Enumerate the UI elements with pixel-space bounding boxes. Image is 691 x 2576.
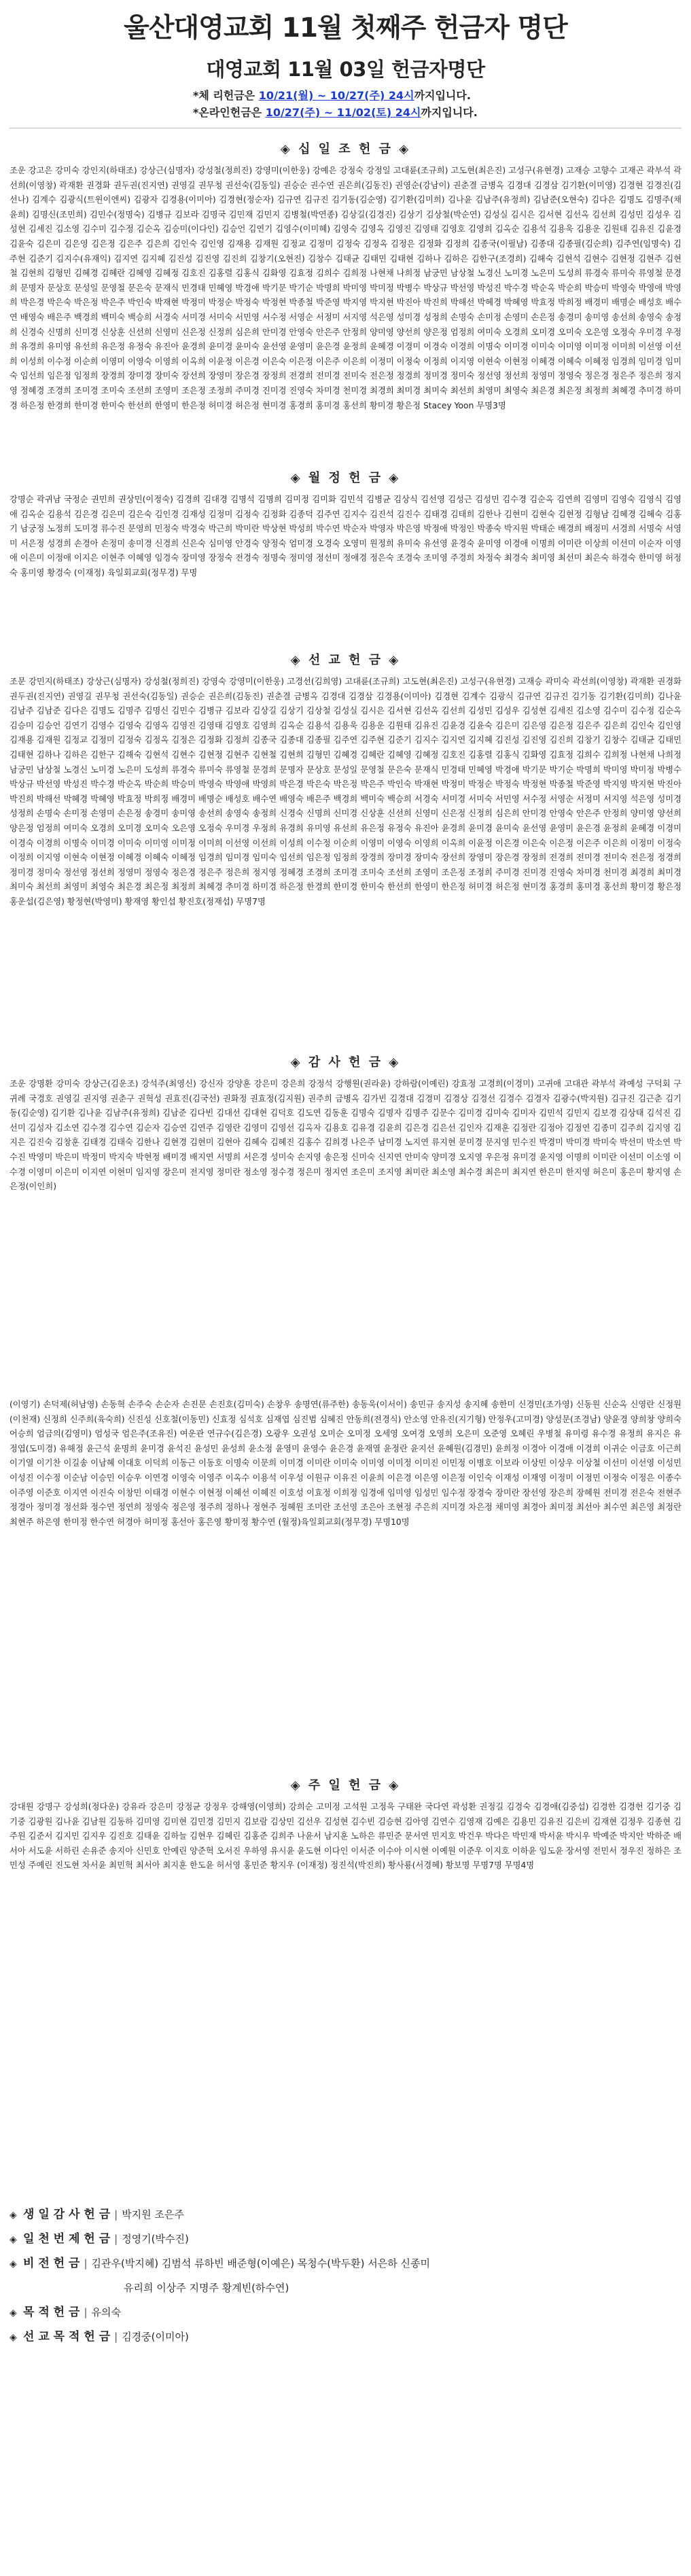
footer-value: 정영기(박수진) (122, 2233, 189, 2245)
note-1-suffix: 까지입니다. (414, 89, 471, 102)
footer-row-birthday (10, 2202, 681, 2227)
footer-value: 김관우(박지혜) 김범석 류하빈 배준형(이예은) 목청수(박두환) 서은하 신종미 (91, 2257, 430, 2270)
note-line-2 (193, 104, 681, 121)
footer-label: 목 적 헌 금 (23, 2306, 80, 2319)
footer-row-mission-purpose (10, 2325, 681, 2349)
footer-list (10, 2202, 681, 2349)
footer-value: 유의숙 (91, 2306, 121, 2318)
section-title-tithe: ◈ 십 일 조 헌 금 ◈ (280, 142, 411, 156)
separator: | (114, 2233, 118, 2245)
section-body-tithe: 조운 강고은 강미숙 강인지(하태조) 강상근(심명자) 강성철(정희진) 강영미(이한웅) 강예은 강정숙 강정일 고대륜(조규희) 고도현(최은진) 고성구(유현경) 고재승 고향수 고재곤 곽부석 곽선희(이영창) 곽재환 권경화 권두권(진지연) 권영길 권무청 권선숙(김동일) 권승순 권수연 권은희(김동진) 권영순(강남이) 권춘결 금병옥 김경대 김경삼 김기환(이미영) 김경현 김경진(김선나) 김계수 김광식(트윈이엔씨) 김광자 김경용(이미아) 김경현(정순자) 김규연 김규진 김기동(김순영) 김기환(김미희) 김나윤 김남주(유정희) 김남준(오현숙) 김다은 김명도 김명주(채윤희) 김명신(조민희) 김민수(정명숙) 김병규 김보라 김명국 김민재 김민지 김병철(박연종) 김상길(김경진) 김상기 김상철(박순연) 김성실 김시은 김서현 김선옥 김선희 김성민 김성우 김성현 김세진 김소영 김수미 김수정 김순옥 김승미(이다인) 김승언 김연기 김영수(이미혜) 김영숙 김영옥 김영진 김영태 김영호 김영희 김옥순 김용석 김용욱 김용운 김원태 김유진 김윤경 김윤숙 김은미 김은영 김은정 김은주 김은희 김인숙 김인영 김재용 김재원 김정교 김정미 김정숙 김정옥 김정은 김정화 김정희 김종국(이필남) 김종대 김종필(김순희) 김주연(임명숙) 김주현 김준기 김지수(유재익) 김지연 김지혜 김진성 김진영 김진희 김창기(오현진) 김창수 김태균 김태민 김태현 김하나 김하은 김한구(조경희) 김해숙 김현석 김현수 김현정 김현주 김현철 김현희 김형민 김혜경 김혜란 김혜영 김혜정 김호진 김홍렬 김홍식 김화영 김효정 김희수 김희정 나현채 나희정 남궁민 남상철 노경신 노미경 노은미 도성희 류경숙 류미숙 류영철 문경희 문명자 문상호 문성일 문영철 문은숙 문재식 민경태 민혜영 박경애 박기문 박기순 박명희 박미영 박미정 박병수 박상규 박선영 박성진 박수경 박순옥 박순희 박승미 박영숙 박영애 박영희 박은경 박은숙 박은정 박은주 박인숙 박재현 박정미 박정순 박정숙 박정현 박종철 박준영 박지영 박지현 박진아 박진희 박해선 박혜경 박혜영 박효정 박희정 배경미 배명순 배성호 배수연 배영숙 배은주 백경희 백미숙 백승희 서경숙 서미경 서미숙 서민영 서수정 서영순 서정미 서지영 석은영 성미경 성정희 손명숙 손미정 손영미 손은정 송경미 송미영 송선희 송영숙 송정희 신경숙 신명희 신미경 신상훈 신선희 신영미 신은정 신정희 심은희 안미경 안영숙 안은주 안정희 양미영 양선희 양은정 엄정희 여미숙 오경희 오미경 오미숙 오은영 오정숙 우미경 우정희 유경희 유미영 유선희 유은정 유정숙 유진아 윤경희 윤미경 윤미숙 윤선영 윤영미 윤은경 윤정희 윤혜경 이경미 이경숙 이경희 이명숙 이미경 이미숙 이미영 이미정 이미희 이선영 이선희 이성희 이수정 이순희 이영미 이영숙 이영희 이옥희 이윤정 이은경 이은숙 이은정 이은주 이은희 이정미 이정숙 이정희 이지영 이현숙 이현정 이혜경 이혜숙 이혜정 임경희 임미경 임미숙 임선희 임은정 임정희 장경희 장미경 장미숙 장선희 장영미 장은경 장정희 전경희 전미경 전미숙 전은정 정경희 정미경 정미숙 정선영 정선희 정영미 정영숙 정은경 정은주 정은희 정지영 정혜경 조경희 조미경 조미숙 조선희 조영미 조은정 조정희 주미경 진미경 진영숙 차미경 천미경 최경희 최미경 최미숙 최선희 최영미 최영숙 최은경 최은정 최정희 최혜경 추미경 하미경 하은정 한경희 한미경 한미숙 한선희 한영미 한은정 허미경 허은정 현미경 홍경희 홍미경 홍선희 황미경 황은정 Stacey Yoon 무명3명 (10, 166, 681, 410)
separator: | (84, 2257, 88, 2270)
section-body-monthly: 강명순 곽귀남 국정순 권민희 권상민(이정숙) 김경희 김대경 김명석 김명희 김미정 김미화 김민석 김병균 김상식 김선영 김성근 김성민 김수경 김순옥 김연희 김영미 김영숙 김영식 김영애 김옥순 김용석 김은경 김은미 김은숙 김인경 김재성 김정미 김정숙 김정화 김종덕 김주연 김지수 김진석 김진수 김태경 김태희 김한나 김현미 김현숙 김현정 김형남 김혜경 김혜숙 김홍기 남궁정 노정희 도미경 류수진 문영희 민정숙 박경숙 박근희 박미란 박상현 박성희 박수연 박순자 박영자 박은영 박정애 박정인 박종숙 박지원 박태순 배경희 배정미 서경희 서명숙 서영미 서은정 성경희 손경아 손정미 송미경 신경희 신은숙 심미영 안경숙 양정숙 엄미경 오경숙 오영미 원정희 유미숙 유선영 윤경숙 윤미영 이경애 이명희 이미란 이상희 이선미 이순자 이영애 이은미 이정애 이지은 이현주 이혜영 임경숙 장미영 장정숙 전경숙 정명숙 정미영 정선미 정애경 정은숙 조경숙 조미영 주경희 차정숙 최경숙 최미영 최선미 최은숙 하경숙 한미영 허정숙 홍미영 황경숙 (이재정) 육일회교회(정무경) 무명 (10, 495, 681, 578)
footer-label: 선 교 목 적 헌 금 (23, 2330, 111, 2344)
note-1-link[interactable]: 10/21(월) ~ 10/27(주) 24시 (258, 89, 414, 102)
footer-value: 박지원 조은주 (122, 2208, 184, 2221)
page-subtitle: 대영교회 11월 03일 헌금자명단 (206, 58, 485, 81)
note-2-prefix: *온라인헌금은 (193, 106, 266, 119)
footer-row-vision (10, 2251, 681, 2276)
note-line-1 (193, 87, 681, 104)
section-mission (10, 650, 681, 1042)
section-title-monthly: ◈ 월 정 헌 금 ◈ (290, 471, 401, 485)
section-tithe (10, 139, 681, 457)
notes (193, 87, 681, 121)
note-1-prefix: *체 리헌금은 (193, 89, 259, 102)
diamond-bullet-icon: ◈ (10, 2234, 17, 2245)
footer-label: 비 전 헌 금 (23, 2257, 80, 2270)
separator: | (84, 2306, 88, 2318)
section-sunday (10, 1776, 681, 2197)
section-thanks-continued (10, 1398, 681, 1765)
separator: | (114, 2208, 118, 2221)
footer-row-vision-continued (10, 2276, 681, 2300)
separator: | (114, 2331, 118, 2343)
section-monthly (10, 468, 681, 639)
note-2-suffix: 까지입니다. (421, 106, 478, 119)
section-body-thanks-continued: (이영기) 손덕제(허남영) 손동혁 손주숙 손순자 손진문 손진호(김미숙) 손창우 송명연(류주한) 송동욱(이서이) 송민규 송지성 송지혜 송한미 신경민(조가영) 신동원 신순옥 신영란 신정원(이천재) 신정희 신주희(육숙희) 신진성 신호철(이동민) 신효정 심석호 심재엽 심진범 심혜진 안동희(전경식) 안소영 안유진(지기형) 안정우(고미경) 양성문(조경남) 양윤경 양희창 양희숙 어승희 엄금의(김영미) 엄성국 엄은주(조유진) 여운관 연규수(김은경) 오광우 오권성 오미순 오미정 오세영 오여경 오영희 오은미 오준영 오혜린 우병철 유미령 유수경 유정희 유지은 유정엽(도미경) 유해정 윤근석 윤명희 윤미경 윤석진 윤성민 윤성희 윤소정 윤영미 윤영수 윤은경 윤재열 윤정란 윤지선 윤혜원(김경민) 윤희정 이경아 이경애 이경희 이귀순 이금호 이근희 이기열 이기찬 이길송 이남혜 이대호 이덕희 이동근 이동호 이명숙 이문희 이미경 이미란 이미숙 이미영 이미정 이미진 이민정 이병호 이보라 이상민 이상우 이상철 이선미 이선영 이성민 이성진 이수정 이순남 이승민 이승우 이연경 이영숙 이영주 이옥수 이용석 이우성 이원규 이유진 이윤희 이은경 이은영 이은정 이인숙 이재성 이재영 이정미 이정민 이정숙 이정은 이종수 이주영 이준호 이지연 이진숙 이창민 이태경 이현수 이현정 이혜선 이혜진 이호성 이효정 이희정 임경애 임미영 임성민 임수정 장경숙 장미란 장선영 장은희 장혜원 전미경 전은숙 전현주 정경아 정미경 정선화 정수연 정연희 정영숙 정은영 정주희 정하나 정현주 정혜원 조미란 조선영 조은아 조현정 주은희 지미경 차은정 채미영 최경아 최미정 최선아 최수연 최은영 최정란 최현주 하은영 한미정 한수연 허경아 허미정 홍선아 홍은영 황미정 황수연 (월정)육일회교회(정무경) 무명10명 (10, 1400, 681, 1527)
footer-value-continued: 유리희 이상주 지명주 황계빈(하수연) (124, 2282, 289, 2294)
footer-row-purpose (10, 2300, 681, 2325)
section-title-thanks: ◈ 감 사 헌 금 ◈ (290, 1055, 401, 1070)
footer-row-thousand (10, 2227, 681, 2251)
section-thanks (10, 1053, 681, 1386)
diamond-bullet-icon: ◈ (10, 2332, 17, 2343)
diamond-bullet-icon: ◈ (10, 2308, 17, 2318)
section-body-sunday: 강대원 강명구 강성희(정다운) 강유라 강은미 강정균 강정우 강해영(이영희) 강희순 고미정 고석원 고정욱 구태완 국다연 곽성환 권정길 김경숙 김경애(김중섭) 김경한 김경헌 김기중 김기중 김광원 김나윤 김남원 김동하 김미영 김미현 김민경 김민지 김보람 김상민 김선우 김성현 김수빈 김승현 김아영 김연수 김영재 김예은 김용민 김유진 김은비 김재현 김정우 김종현 김주원 김준서 김지민 김지우 김진호 김태윤 김하늘 김현우 김혜린 김홍준 김희주 나윤서 남지훈 노하은 류민준 문서연 민지호 박건우 박다은 박민재 박서윤 박시우 박예준 박지안 박하준 배서아 서도윤 서하린 손유준 송지아 신민호 안예린 양준혁 오서진 우하영 유시윤 윤도현 이다인 이서준 이수아 이시현 이예원 이준우 이지호 이하윤 임도윤 장서영 전민서 정우진 정하은 조민성 주예린 진도현 차서윤 최민혁 최서아 최지훈 한도윤 허서영 홍민준 황지우 (이재정) 정진석(박진희) 황사룡(서경혜) 황보명 무명7명 무명4명 (10, 1802, 681, 1871)
footer-value: 김경중(이미아) (122, 2331, 189, 2343)
diamond-bullet-icon: ◈ (10, 2259, 17, 2270)
section-body-mission: 조문 강민지(하태조) 강상근(심명자) 강성철(정희진) 강영숙 강영미(이한웅) 고경선(김희영) 고대륜(조규희) 고도현(최은진) 고성구(유현경) 고재승 곽미숙 곽선희(이영창) 곽재환 권경화 권두권(진지연) 권영길 권무청 권선숙(김동일) 권승순 권은희(김동진) 권춘결 금병옥 김경대 김경삼 김경용(이미아) 김경현 김계수 김광식 김규연 김규진 김기동 김기환(김미희) 김나윤 김남주 김남준 김다은 김명도 김명주 김명신 김민수 김병규 김보라 김상길 김상기 김상철 김성실 김시은 김서현 김선옥 김선희 김성민 김성우 김성현 김세진 김소영 김수미 김수정 김순옥 김승미 김승언 김연기 김영수 김영숙 김영옥 김영진 김영태 김영호 김영희 김옥순 김용석 김용욱 김용운 김원태 김유진 김윤경 김윤숙 김은미 김은영 김은정 김은주 김은희 김인숙 김인영 김재용 김재원 김정교 김정미 김정숙 김정옥 김정은 김정화 김정희 김종국 김종대 김종필 김주연 김주현 김준기 김지수 김지연 김지혜 김진성 김진영 김진희 김창기 김창수 김태균 김태민 김태현 김하나 김하은 김한구 김해숙 김현석 김현수 김현정 김현주 김현철 김현희 김형민 김혜경 김혜란 김혜영 김혜정 김호진 김홍렬 김홍식 김화영 김효정 김희수 김희정 나현채 나희정 남궁민 남상철 노경신 노미경 노은미 도성희 류경숙 류미숙 류영철 문경희 문명자 문상호 문성일 문영철 문은숙 문재식 민경태 민혜영 박경애 박기문 박기순 박명희 박미영 박미정 박병수 박상규 박선영 박성진 박수경 박순옥 박순희 박승미 박영숙 박영애 박영희 박은경 박은숙 박은정 박은주 박인숙 박재현 박정미 박정순 박정숙 박정현 박종철 박준영 박지영 박지현 박진아 박진희 박해선 박혜경 박혜영 박효정 박희정 배경미 배명순 배성호 배수연 배영숙 배은주 백경희 백미숙 백승희 서경숙 서미경 서미숙 서민영 서수정 서영순 서정미 서지영 석은영 성미경 성정희 손명숙 손미정 손영미 손은정 송경미 송미영 송선희 송영숙 송정희 신경숙 신명희 신미경 신상훈 신선희 신영미 신은정 신정희 심은희 안미경 안영숙 안은주 안정희 양미영 양선희 양은정 엄정희 여미숙 오경희 오미경 오미숙 오은영 오정숙 우미경 우정희 유경희 유미영 유선희 유은정 유정숙 유진아 윤경희 윤미경 윤미숙 윤선영 윤영미 윤은경 윤정희 윤혜경 이경미 이경숙 이경희 이명숙 이미경 이미숙 이미영 이미정 이미희 이선영 이선희 이성희 이수정 이순희 이영미 이영숙 이영희 이옥희 이윤정 이은경 이은숙 이은정 이은주 이은희 이정미 이정숙 이정희 이지영 이현숙 이현정 이혜경 이혜숙 이혜정 임경희 임미경 임미숙 임선희 임은정 임정희 장경희 장미경 장미숙 장선희 장영미 장은경 장정희 전경희 전미경 전미숙 전은정 정경희 정미경 정미숙 정선영 정선희 정영미 정영숙 정은경 정은주 정은희 정지영 정혜경 조경희 조미경 조미숙 조선희 조영미 조은정 조정희 주미경 진미경 진영숙 차미경 천미경 최경희 최미경 최미숙 최선희 최영미 최영숙 최은경 최은정 최정희 최혜경 추미경 하미경 하은정 한경희 한미경 한미숙 한선희 한영미 한은정 허미경 허은정 현미경 홍경희 홍미경 홍선희 황미경 황은정 홍운섭(김은영) 황정현(박영미) 황재영 황인섭 황진호(정재섭) 무명7명 (10, 677, 681, 906)
section-title-sunday: ◈ 주 일 헌 금 ◈ (290, 1778, 401, 1793)
footer-label: 일 천 번 제 헌 금 (23, 2232, 111, 2246)
page-title: 울산대영교회 11월 첫째주 헌금자 명단 (124, 13, 567, 43)
footer-label: 생 일 감 사 헌 금 (23, 2208, 111, 2221)
diamond-bullet-icon: ◈ (10, 2210, 17, 2221)
section-title-mission: ◈ 선 교 헌 금 ◈ (290, 653, 401, 667)
section-body-thanks: 조운 강명환 강미숙 강상근(김운조) 강석주(최영신) 강신자 강양훈 강은미 강은희 강정석 강행원(권라윤) 강하람(이예린) 강효정 고경희(이경미) 고귀애 고대관 곽부석 곽예성 구덕회 구귀례 국경호 권영길 권지영 권춘구 권혁성 권효진(김국선) 권화정 권효정(김지원) 권주희 금병옥 김가빈 김경대 김경미 김경상 김경선 김경수 김경자 김광수(박지원) 김규진 김근춘 김기동(김순영) 김기환 김나윤 김남주(유정희) 김남준 김다빈 김대선 김대현 김덕호 김도연 김동훈 김명숙 김명자 김명주 김문수 김미경 김미숙 김미자 김민석 김민지 김보경 김상태 김석진 김선미 김성자 김소연 김수경 김수연 김순자 김승연 김연주 김영란 김영미 김영선 김옥자 김용호 김유경 김윤희 김은경 김은선 김인자 김재훈 김정란 김정아 김정연 김종미 김주희 김지영 김지은 김진숙 김창훈 김태경 김태숙 김한나 김현경 김현미 김현아 김혜숙 김혜진 김홍수 김희경 나은주 남미경 노지연 류지현 문미경 문지영 민수진 박경미 박미경 박미숙 박선미 박소연 박수진 박영미 박은미 박정미 박지숙 박현정 배미경 배지연 서명희 서은경 성미숙 손지영 송은정 신미숙 신지연 안미숙 양미경 오지영 우은정 유미경 윤지영 이명희 이미란 이선미 이소영 이수경 이영미 이은미 이지연 이현미 임지영 장은미 전지영 정미란 정소영 정수경 정은미 정지연 조은미 조지영 최미란 최소영 최수경 최은미 최지연 한은미 한지영 허은미 홍은미 황지영 손은정(이인희) (10, 1079, 681, 1192)
note-2-link[interactable]: 10/27(주) ~ 11/02(토) 24시 (265, 106, 421, 119)
